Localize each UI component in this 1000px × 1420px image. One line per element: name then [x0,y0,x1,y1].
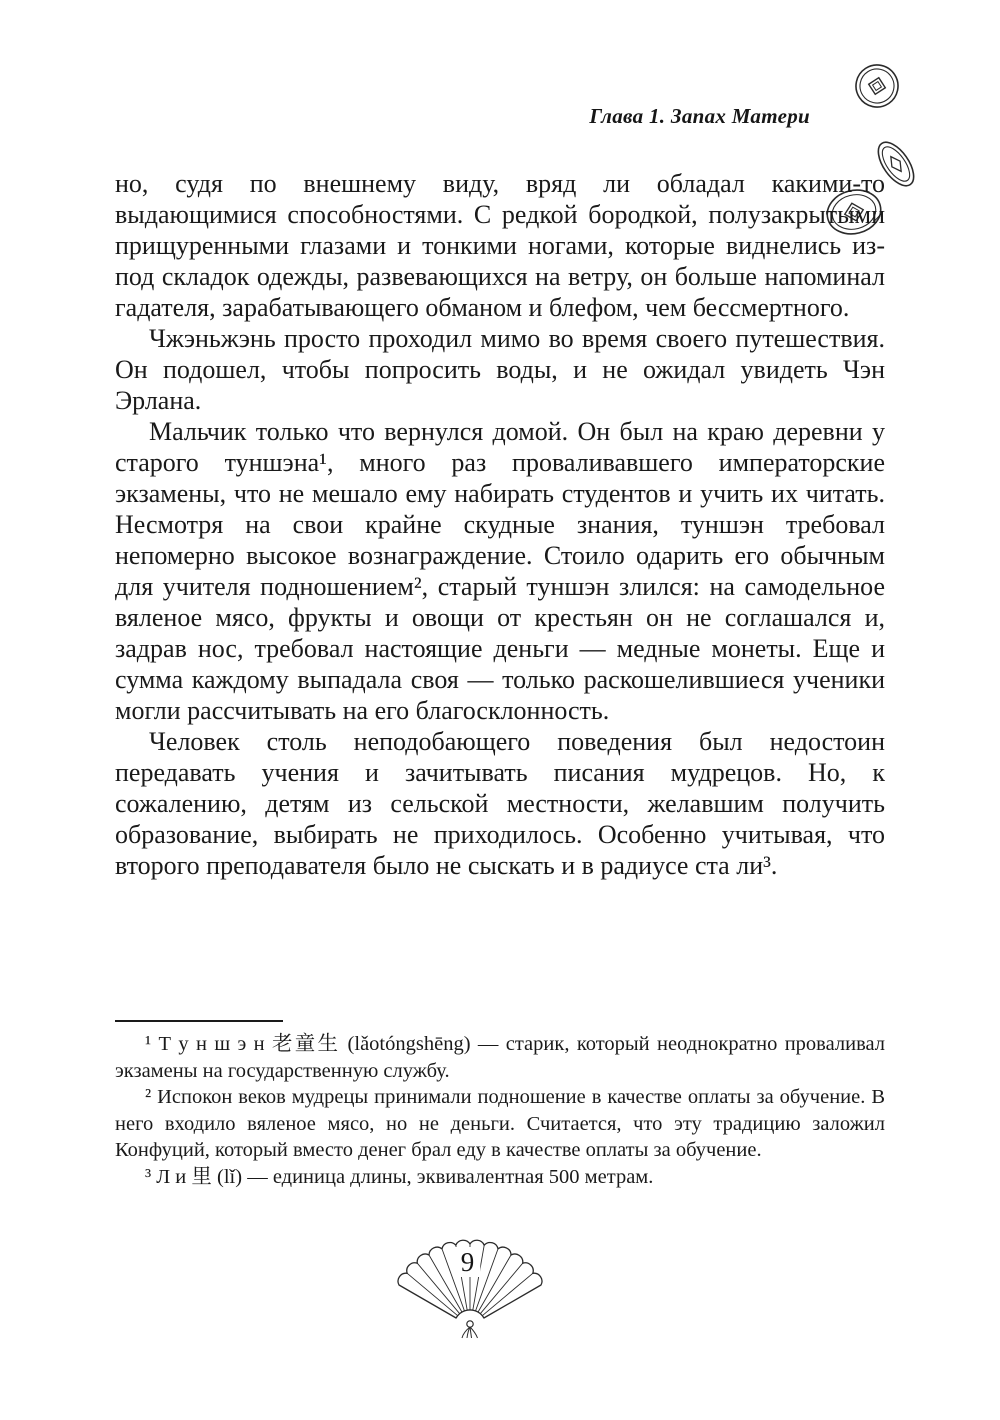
paragraph-4: Человек столь неподобающего поведения был недостоин передавать учения и зачитывать писания мудрецов. Но, к сожалению, детям из сельской местности, желавшим получить образование, выбирать не приходилось. Особенно учитывая, что второго преподавателя было не сыскать и в радиусе ста ли³. [115,727,885,880]
footnote-separator [115,1020,283,1022]
footnote-3: ³ Л и 里 (lǐ) — единица длины, эквивалентная 500 метрам. [145,1165,654,1188]
footnote-1: ¹ Т у н ш э н 老童生 (lǎotóngshēng) — старик, который неоднократно проваливал экзамены на государственную службу. [115,1033,885,1082]
paragraph-1: но, судя по внешнему виду, вряд ли обладал какими-то выдающимися способностями. С редкой бородкой, полузакрытыми прищуренными глазами и тонкими ногами, которые виднелись из-под складок одежды, развевающихся на ветру, он больше напоминал гадателя, зарабатывающего обманом и блефом, чем бессмертного. [115,169,885,322]
page-footer [390,1238,545,1343]
paragraph-2: Чжэньжэнь просто проходил мимо во время своего путешествия. Он подошел, чтобы попросить воды, и не ожидал увидеть Чэн Эрлана. [115,324,885,415]
page-number: 9 [455,1247,481,1277]
chapter-header: Глава 1. Запах Матери [589,104,810,128]
body-text [115,168,885,881]
footnote-2: ² Испокон веков мудрецы принимали подношение в качестве оплаты за обучение. В него входило вяленое мясо, но не деньги. Считается, что эту традицию заложил Конфуций, который вместо денег брал еду в качестве оплаты за обучение. [115,1086,885,1161]
footnotes [115,1031,885,1190]
paragraph-3: Мальчик только что вернулся домой. Он был на краю деревни у старого туншэна¹, много раз проваливавшего императорские экзамены, что не мешало ему набирать студентов и учить их читать. Несмотря на свои крайне скудные знания, туншэн требовал непомерно высокое вознаграждение. Стоило одарить его обычным для учителя подношением², старый туншэн злился: на самодельное вяленое мясо, фрукты и овощи от крестьян он не соглашался и, задрав нос, требовал настоящие деньги — медные монеты. Еще и сумма каждому выпадала своя — только раскошелившиеся ученики могли рассчитывать на его благосклонность. [115,417,885,725]
